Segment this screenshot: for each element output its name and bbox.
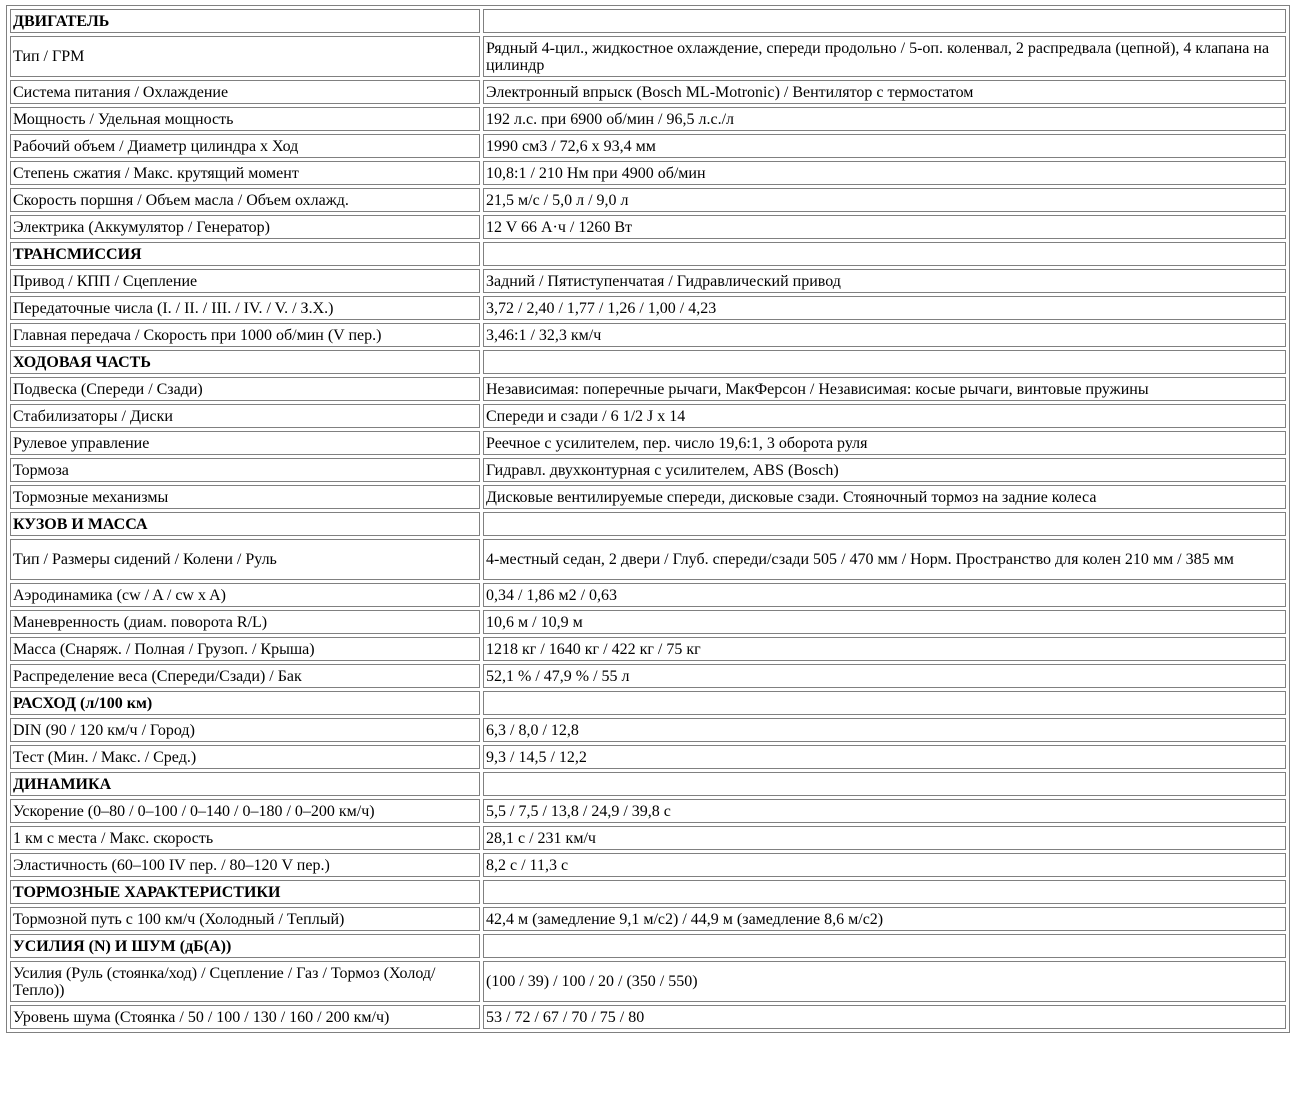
spec-row (10, 377, 1286, 401)
spec-label: Тест (Мин. / Макс. / Сред.) (10, 745, 480, 769)
spec-row (10, 907, 1286, 931)
section-empty-cell (483, 880, 1286, 904)
spec-row (10, 799, 1286, 823)
spec-row (10, 404, 1286, 428)
section-title: ТРАНСМИССИЯ (10, 242, 480, 266)
section-title: ДИНАМИКА (10, 772, 480, 796)
spec-row (10, 36, 1286, 77)
spec-row (10, 853, 1286, 877)
spec-label: Привод / КПП / Сцепление (10, 269, 480, 293)
spec-value: 4-местный седан, 2 двери / Глуб. спереди/сзади 505 / 470 мм / Норм. Пространство для колен 210 мм / 385 мм (483, 539, 1286, 580)
spec-label: Тип / Размеры сидений / Колени / Руль (10, 539, 480, 580)
section-header-row (10, 350, 1286, 374)
section-title: КУЗОВ И МАССА (10, 512, 480, 536)
spec-label: Эластичность (60–100 IV пер. / 80–120 V пер.) (10, 853, 480, 877)
spec-label: Передаточные числа (I. / II. / III. / IV. / V. / З.Х.) (10, 296, 480, 320)
spec-value: Электронный впрыск (Bosch ML-Motronic) / Вентилятор с термостатом (483, 80, 1286, 104)
spec-row (10, 458, 1286, 482)
spec-row (10, 718, 1286, 742)
spec-row (10, 485, 1286, 509)
spec-value: 192 л.с. при 6900 об/мин / 96,5 л.с./л (483, 107, 1286, 131)
spec-label: Аэродинамика (cw / A / cw x A) (10, 583, 480, 607)
spec-value: Реечное с усилителем, пер. число 19,6:1, 3 оборота руля (483, 431, 1286, 455)
spec-row (10, 664, 1286, 688)
spec-value: 8,2 с / 11,3 с (483, 853, 1286, 877)
section-title: ТОРМОЗНЫЕ ХАРАКТЕРИСТИКИ (10, 880, 480, 904)
spec-value: Независимая: поперечные рычаги, МакФерсон / Независимая: косые рычаги, винтовые пружины (483, 377, 1286, 401)
spec-label: Система питания / Охлаждение (10, 80, 480, 104)
spec-row (10, 296, 1286, 320)
spec-value: 1990 см3 / 72,6 х 93,4 мм (483, 134, 1286, 158)
spec-label: Рулевое управление (10, 431, 480, 455)
section-title: УСИЛИЯ (N) И ШУМ (дБ(А)) (10, 934, 480, 958)
spec-value: 12 V 66 А·ч / 1260 Вт (483, 215, 1286, 239)
spec-row (10, 269, 1286, 293)
spec-value: Гидравл. двухконтурная с усилителем, ABS (Bosch) (483, 458, 1286, 482)
spec-label: 1 км с места / Макс. скорость (10, 826, 480, 850)
spec-label: Тормоза (10, 458, 480, 482)
section-header-row (10, 772, 1286, 796)
section-empty-cell (483, 934, 1286, 958)
spec-label: Тормозные механизмы (10, 485, 480, 509)
spec-row (10, 215, 1286, 239)
spec-row (10, 745, 1286, 769)
section-header-row (10, 934, 1286, 958)
spec-value: 3,46:1 / 32,3 км/ч (483, 323, 1286, 347)
spec-value: 10,8:1 / 210 Нм при 4900 об/мин (483, 161, 1286, 185)
spec-value: 6,3 / 8,0 / 12,8 (483, 718, 1286, 742)
spec-row (10, 188, 1286, 212)
section-title: РАСХОД (л/100 км) (10, 691, 480, 715)
spec-value: Спереди и сзади / 6 1/2 J x 14 (483, 404, 1286, 428)
section-header-row (10, 9, 1286, 33)
spec-row (10, 1005, 1286, 1029)
spec-row (10, 134, 1286, 158)
spec-row (10, 431, 1286, 455)
spec-row (10, 583, 1286, 607)
spec-value: Дисковые вентилируемые спереди, дисковые сзади. Стояночный тормоз на задние колеса (483, 485, 1286, 509)
spec-row (10, 961, 1286, 1002)
spec-value: 42,4 м (замедление 9,1 м/с2) / 44,9 м (замедление 8,6 м/с2) (483, 907, 1286, 931)
spec-label: Тип / ГРМ (10, 36, 480, 77)
spec-value: 1218 кг / 1640 кг / 422 кг / 75 кг (483, 637, 1286, 661)
spec-value: Задний / Пятиступенчатая / Гидравлический привод (483, 269, 1286, 293)
spec-label: Уровень шума (Стоянка / 50 / 100 / 130 / 160 / 200 км/ч) (10, 1005, 480, 1029)
section-empty-cell (483, 242, 1286, 266)
spec-label: Главная передача / Скорость при 1000 об/мин (V пер.) (10, 323, 480, 347)
spec-value: Рядный 4-цил., жидкостное охлаждение, спереди продольно / 5-оп. коленвал, 2 распредвала (цепной), 4 клапана на цилиндр (483, 36, 1286, 77)
section-empty-cell (483, 350, 1286, 374)
section-header-row (10, 691, 1286, 715)
spec-label: DIN (90 / 120 км/ч / Город) (10, 718, 480, 742)
spec-label: Скорость поршня / Объем масла / Объем охлажд. (10, 188, 480, 212)
spec-label: Масса (Снаряж. / Полная / Грузоп. / Крыша) (10, 637, 480, 661)
spec-label: Распределение веса (Спереди/Сзади) / Бак (10, 664, 480, 688)
spec-label: Подвеска (Спереди / Сзади) (10, 377, 480, 401)
spec-row (10, 539, 1286, 580)
spec-value: 52,1 % / 47,9 % / 55 л (483, 664, 1286, 688)
spec-value: 10,6 м / 10,9 м (483, 610, 1286, 634)
spec-label: Стабилизаторы / Диски (10, 404, 480, 428)
spec-table (6, 5, 1290, 1033)
spec-row (10, 107, 1286, 131)
section-title: ДВИГАТЕЛЬ (10, 9, 480, 33)
section-empty-cell (483, 512, 1286, 536)
section-header-row (10, 880, 1286, 904)
spec-label: Рабочий объем / Диаметр цилиндра х Ход (10, 134, 480, 158)
spec-label: Тормозной путь с 100 км/ч (Холодный / Теплый) (10, 907, 480, 931)
spec-label: Маневренность (диам. поворота R/L) (10, 610, 480, 634)
spec-row (10, 80, 1286, 104)
spec-row (10, 161, 1286, 185)
section-empty-cell (483, 772, 1286, 796)
section-title: ХОДОВАЯ ЧАСТЬ (10, 350, 480, 374)
spec-row (10, 610, 1286, 634)
spec-value: 53 / 72 / 67 / 70 / 75 / 80 (483, 1005, 1286, 1029)
spec-value: 9,3 / 14,5 / 12,2 (483, 745, 1286, 769)
spec-row (10, 323, 1286, 347)
spec-label: Электрика (Аккумулятор / Генератор) (10, 215, 480, 239)
spec-value: 21,5 м/с / 5,0 л / 9,0 л (483, 188, 1286, 212)
section-header-row (10, 242, 1286, 266)
spec-label: Степень сжатия / Макс. крутящий момент (10, 161, 480, 185)
section-header-row (10, 512, 1286, 536)
spec-label: Усилия (Руль (стоянка/ход) / Сцепление / Газ / Тормоз (Холод/Тепло)) (10, 961, 480, 1002)
section-empty-cell (483, 691, 1286, 715)
spec-value: 5,5 / 7,5 / 13,8 / 24,9 / 39,8 с (483, 799, 1286, 823)
spec-table-body (10, 9, 1286, 1029)
spec-value: 0,34 / 1,86 м2 / 0,63 (483, 583, 1286, 607)
spec-label: Ускорение (0–80 / 0–100 / 0–140 / 0–180 / 0–200 км/ч) (10, 799, 480, 823)
spec-value: 3,72 / 2,40 / 1,77 / 1,26 / 1,00 / 4,23 (483, 296, 1286, 320)
spec-value: (100 / 39) / 100 / 20 / (350 / 550) (483, 961, 1286, 1002)
spec-value: 28,1 с / 231 км/ч (483, 826, 1286, 850)
spec-row (10, 826, 1286, 850)
spec-label: Мощность / Удельная мощность (10, 107, 480, 131)
section-empty-cell (483, 9, 1286, 33)
spec-row (10, 637, 1286, 661)
